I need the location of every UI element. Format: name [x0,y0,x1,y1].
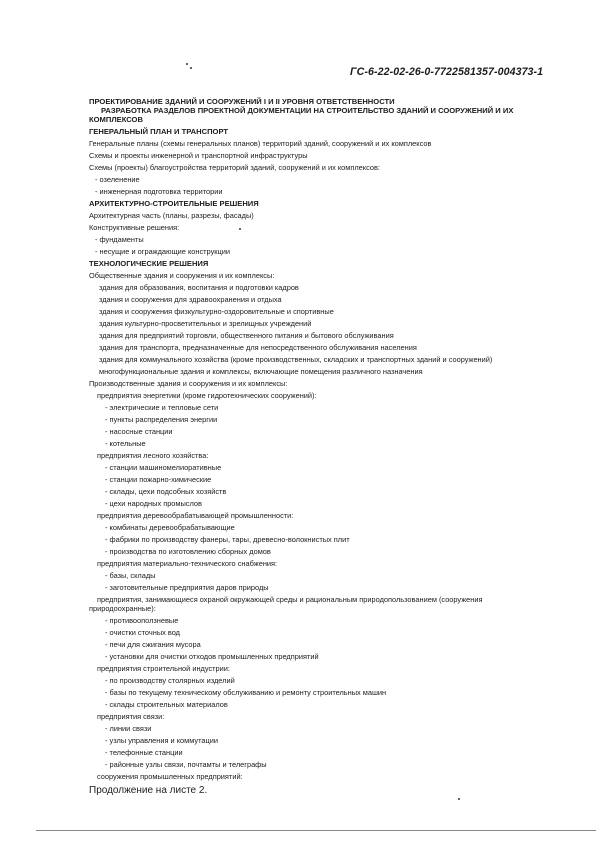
list-item: предприятия материально-технического снабжения: [97,559,278,568]
list-item: - инженерная подготовка территории [95,187,223,196]
list-item: - фундаменты [95,235,144,244]
scan-speck [186,63,188,65]
list-item: - склады строительных материалов [105,700,228,709]
list-item: Схемы (проекты) благоустройства территорий зданий, сооружений и их комплексов: [89,163,380,172]
list-item: предприятия лесного хозяйства: [97,451,209,460]
list-item: сооружения промышленных предприятий: [97,772,243,781]
list-item: - станции машиномелиоративные [105,463,222,472]
list-item: здания для коммунального хозяйства (кроме производственных, складских и транспортных зданий и сооружений) [99,355,493,364]
list-item: - несущие и ограждающие конструкции [95,247,230,256]
section-heading: ПРОЕКТИРОВАНИЕ ЗДАНИЙ И СООРУЖЕНИЙ I И II УРОВНЯ ОТВЕТСТВЕННОСТИ [89,97,395,106]
list-item: - районные узлы связи, почтамты и телеграфы [105,760,267,769]
section-heading: ГЕНЕРАЛЬНЫЙ ПЛАН И ТРАНСПОРТ [89,127,229,136]
list-item: - производства по изготовлению сборных домов [105,547,271,556]
section-heading: РАЗРАБОТКА РАЗДЕЛОВ ПРОЕКТНОЙ ДОКУМЕНТАЦИИ НА СТРОИТЕЛЬСТВО ЗДАНИЙ И СООРУЖЕНИЙ И ИХ [101,106,514,115]
section-heading: АРХИТЕКТУРНО-СТРОИТЕЛЬНЫЕ РЕШЕНИЯ [89,199,259,208]
list-item: - установки для очистки отходов промышленных предприятий [105,652,319,661]
list-item: природоохранные): [89,604,156,613]
list-item: Генеральные планы (схемы генеральных планов) территорий зданий, сооружений и их комплексов [89,139,432,148]
list-item: здания и сооружения для здравоохранения и отдыха [99,295,282,304]
list-item: здания культурно-просветительных и зрелищных учреждений [99,319,312,328]
bottom-rule [36,830,596,831]
list-item: Схемы и проекты инженерной и транспортной инфраструктуры [89,151,308,160]
document-number: ГС-6-22-02-26-0-7722581357-004373-1 [350,66,544,78]
list-item: - озеленение [95,175,140,184]
list-item: предприятия деревообрабатывающей промышленности: [97,511,294,520]
list-item: предприятия, занимающиеся охраной окружающей среды и рациональным природопользованием (сооружения [97,595,483,604]
list-item: - пункты распределения энергии [105,415,218,424]
list-item: здания для транспорта, предназначенные для непосредственного обслуживания населения [99,343,417,352]
list-item: Архитектурная часть (планы, разрезы, фасады) [89,211,254,220]
list-item: - базы, склады [105,571,156,580]
list-item: здания для предприятий торговли, общественного питания и бытового обслуживания [99,331,394,340]
list-item: предприятия строительной индустрии: [97,664,230,673]
list-item: - склады, цехи подсобных хозяйств [105,487,227,496]
scan-speck [190,67,192,69]
list-item: - фабрики по производству фанеры, тары, древесно-волокнистых плит [105,535,350,544]
list-item: Производственные здания и сооружения и их комплексы: [89,379,288,388]
scan-speck [239,228,241,230]
list-item: - узлы управления и коммутации [105,736,219,745]
list-item: здания и сооружения физкультурно-оздоровительные и спортивные [99,307,334,316]
list-item: - насосные станции [105,427,173,436]
list-item: Общественные здания и сооружения и их комплексы: [89,271,275,280]
list-item: - электрические и тепловые сети [105,403,219,412]
list-item: - котельные [105,439,146,448]
list-item: - заготовительные предприятия даров природы [105,583,269,592]
list-item: - цехи народных промыслов [105,499,202,508]
list-item: здания для образования, воспитания и подготовки кадров [99,283,299,292]
list-item: многофункциональные здания и комплексы, включающие помещения различного назначения [99,367,423,376]
continuation-note: Продолжение на листе 2. [89,785,208,796]
list-item: - телефонные станции [105,748,183,757]
list-item: - линии связи [105,724,152,733]
list-item: предприятия связи: [97,712,165,721]
list-item: - станции пожарно-химические [105,475,212,484]
list-item: - печи для сжигания мусора [105,640,201,649]
list-item: - противооползневые [105,616,179,625]
list-item: - по производству столярных изделий [105,676,235,685]
list-item: - комбинаты деревообрабатывающие [105,523,235,532]
section-heading: ТЕХНОЛОГИЧЕСКИЕ РЕШЕНИЯ [89,259,209,268]
list-item: Конструктивные решения: [89,223,180,232]
list-item: - очистки сточных вод [105,628,180,637]
list-item: предприятия энергетики (кроме гидротехнических сооружений): [97,391,317,400]
section-heading: КОМПЛЕКСОВ [89,115,143,124]
list-item: - базы по текущему техническому обслуживанию и ремонту строительных машин [105,688,387,697]
scan-speck [458,798,460,800]
